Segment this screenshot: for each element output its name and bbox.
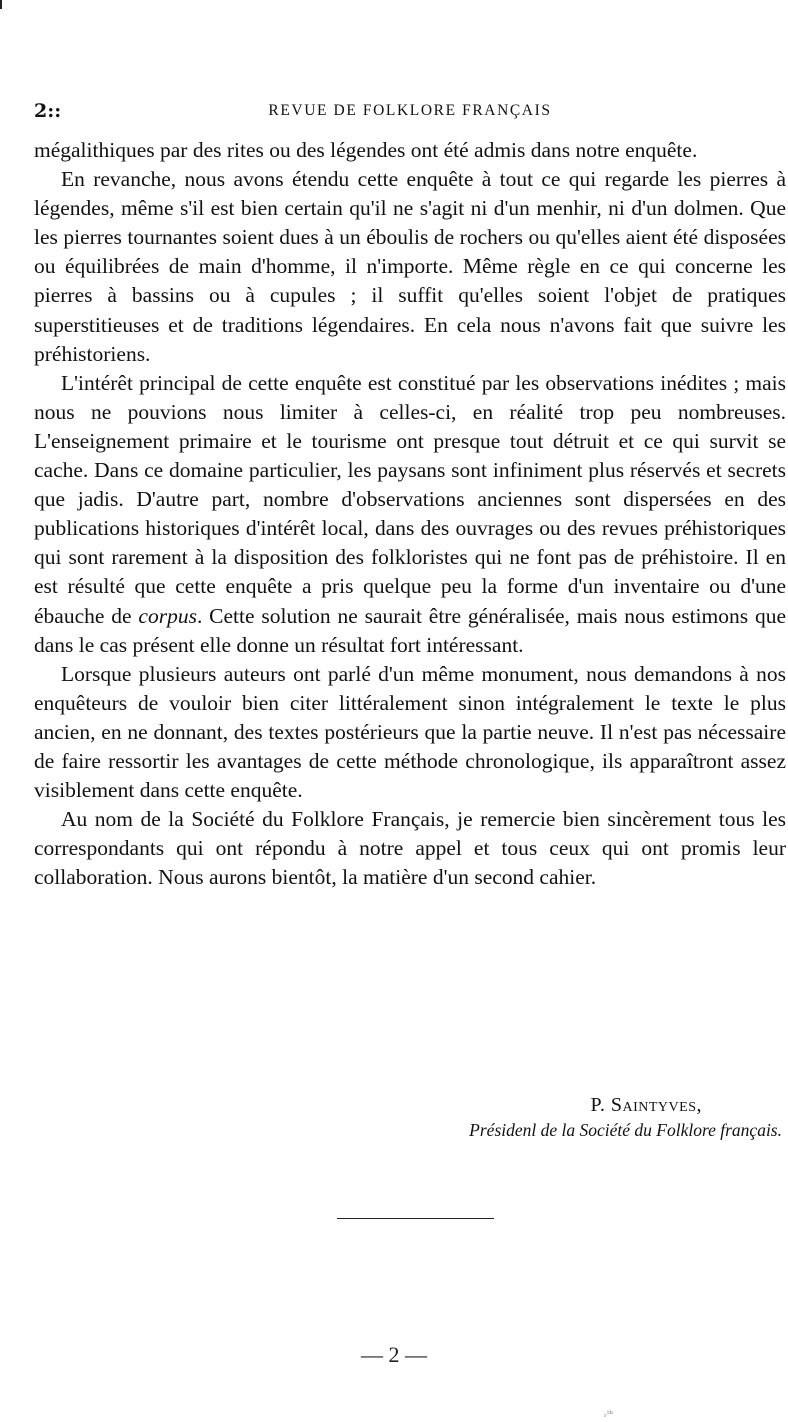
print-speck: ᵣᵗʰ xyxy=(604,1410,614,1420)
header-page-number: 2:: xyxy=(34,100,62,122)
page-header xyxy=(34,98,786,128)
signature-name xyxy=(469,1094,702,1117)
paragraph-3-tail: . Cette solution ne saurait être généralisée, mais nous estimons que dans le cas présent elle donne un résultat fort intéressant. xyxy=(34,603,786,657)
section-divider xyxy=(337,1218,494,1219)
signature-initial: P. xyxy=(590,1094,606,1116)
signature-surname: Saintyves, xyxy=(610,1094,702,1116)
margin-mark xyxy=(0,0,2,9)
signature-block xyxy=(469,1094,782,1141)
paragraph-2: En revanche, nous avons étendu cette enquête à tout ce qui regarde les pierres à légendes, même s'il est bien certain qu'il ne s'agit ni d'un menhir, ni d'un dolmen. Que les pierres tournantes soient dues à un éboulis de rochers ou qu'elles aient été disposées ou équilibrées de main d'homme, il n'importe. Même règle en ce qui concerne les pierres à bassins ou à cupules ; il suffit qu'elles soient l'objet de pratiques superstitieuses et de traditions légendaires. En cela nous n'avons fait que suivre les préhistoriens. xyxy=(34,167,786,366)
paragraph-3-text: L'intérêt principal de cette enquête est constitué par les observations inédites ; mais nous ne pouvions nous limiter à celles-ci, en réalité trop peu nombreuses. L'enseignement primaire et le tourisme ont presque tout détruit et ce qui survit se cache. Dans ce domaine particulier, les paysans sont infiniment plus réservés et secrets que jadis. D'autre part, nombre d'observations anciennes sont dispersées en des publications historiques d'intérêt local, dans des ouvrages ou des revues préhistoriques qui sont rarement à la disposition des folkloristes qui ne font pas de préhistoire. Il en est résulté que cette enquête a pris quelque peu la forme d'un inventaire ou d'une ébauche de xyxy=(34,370,786,628)
paragraph-5: Au nom de la Société du Folklore Français, je remercie bien sincèrement tous les correspondants qui ont répondu à notre appel et tous ceux qui ont promis leur collaboration. Nous aurons bientôt, la matière d'un second cahier. xyxy=(34,807,786,890)
italic-term-corpus: corpus xyxy=(138,603,197,628)
paragraph-4: Lorsque plusieurs auteurs ont parlé d'un même monument, nous demandons à nos enquêteurs de vouloir bien citer littéralement sinon intégralement le texte le plus ancien, en ne donnant, des textes postérieurs que la partie neuve. Il n'est pas nécessaire de faire ressortir les avantages de cette méthode chronologique, ils apparaîtront assez visiblement dans cette enquête. xyxy=(34,661,786,803)
signature-title: Présidenl de la Société du Folklore français. xyxy=(469,1120,782,1140)
running-title: REVUE DE FOLKLORE FRANÇAIS xyxy=(268,102,552,119)
paragraph-3 xyxy=(34,369,786,660)
paragraph-1: mégalithiques par des rites ou des légendes ont été admis dans notre enquête. xyxy=(34,138,698,162)
article-body xyxy=(34,136,786,892)
page-folio: — 2 — xyxy=(361,1342,427,1367)
